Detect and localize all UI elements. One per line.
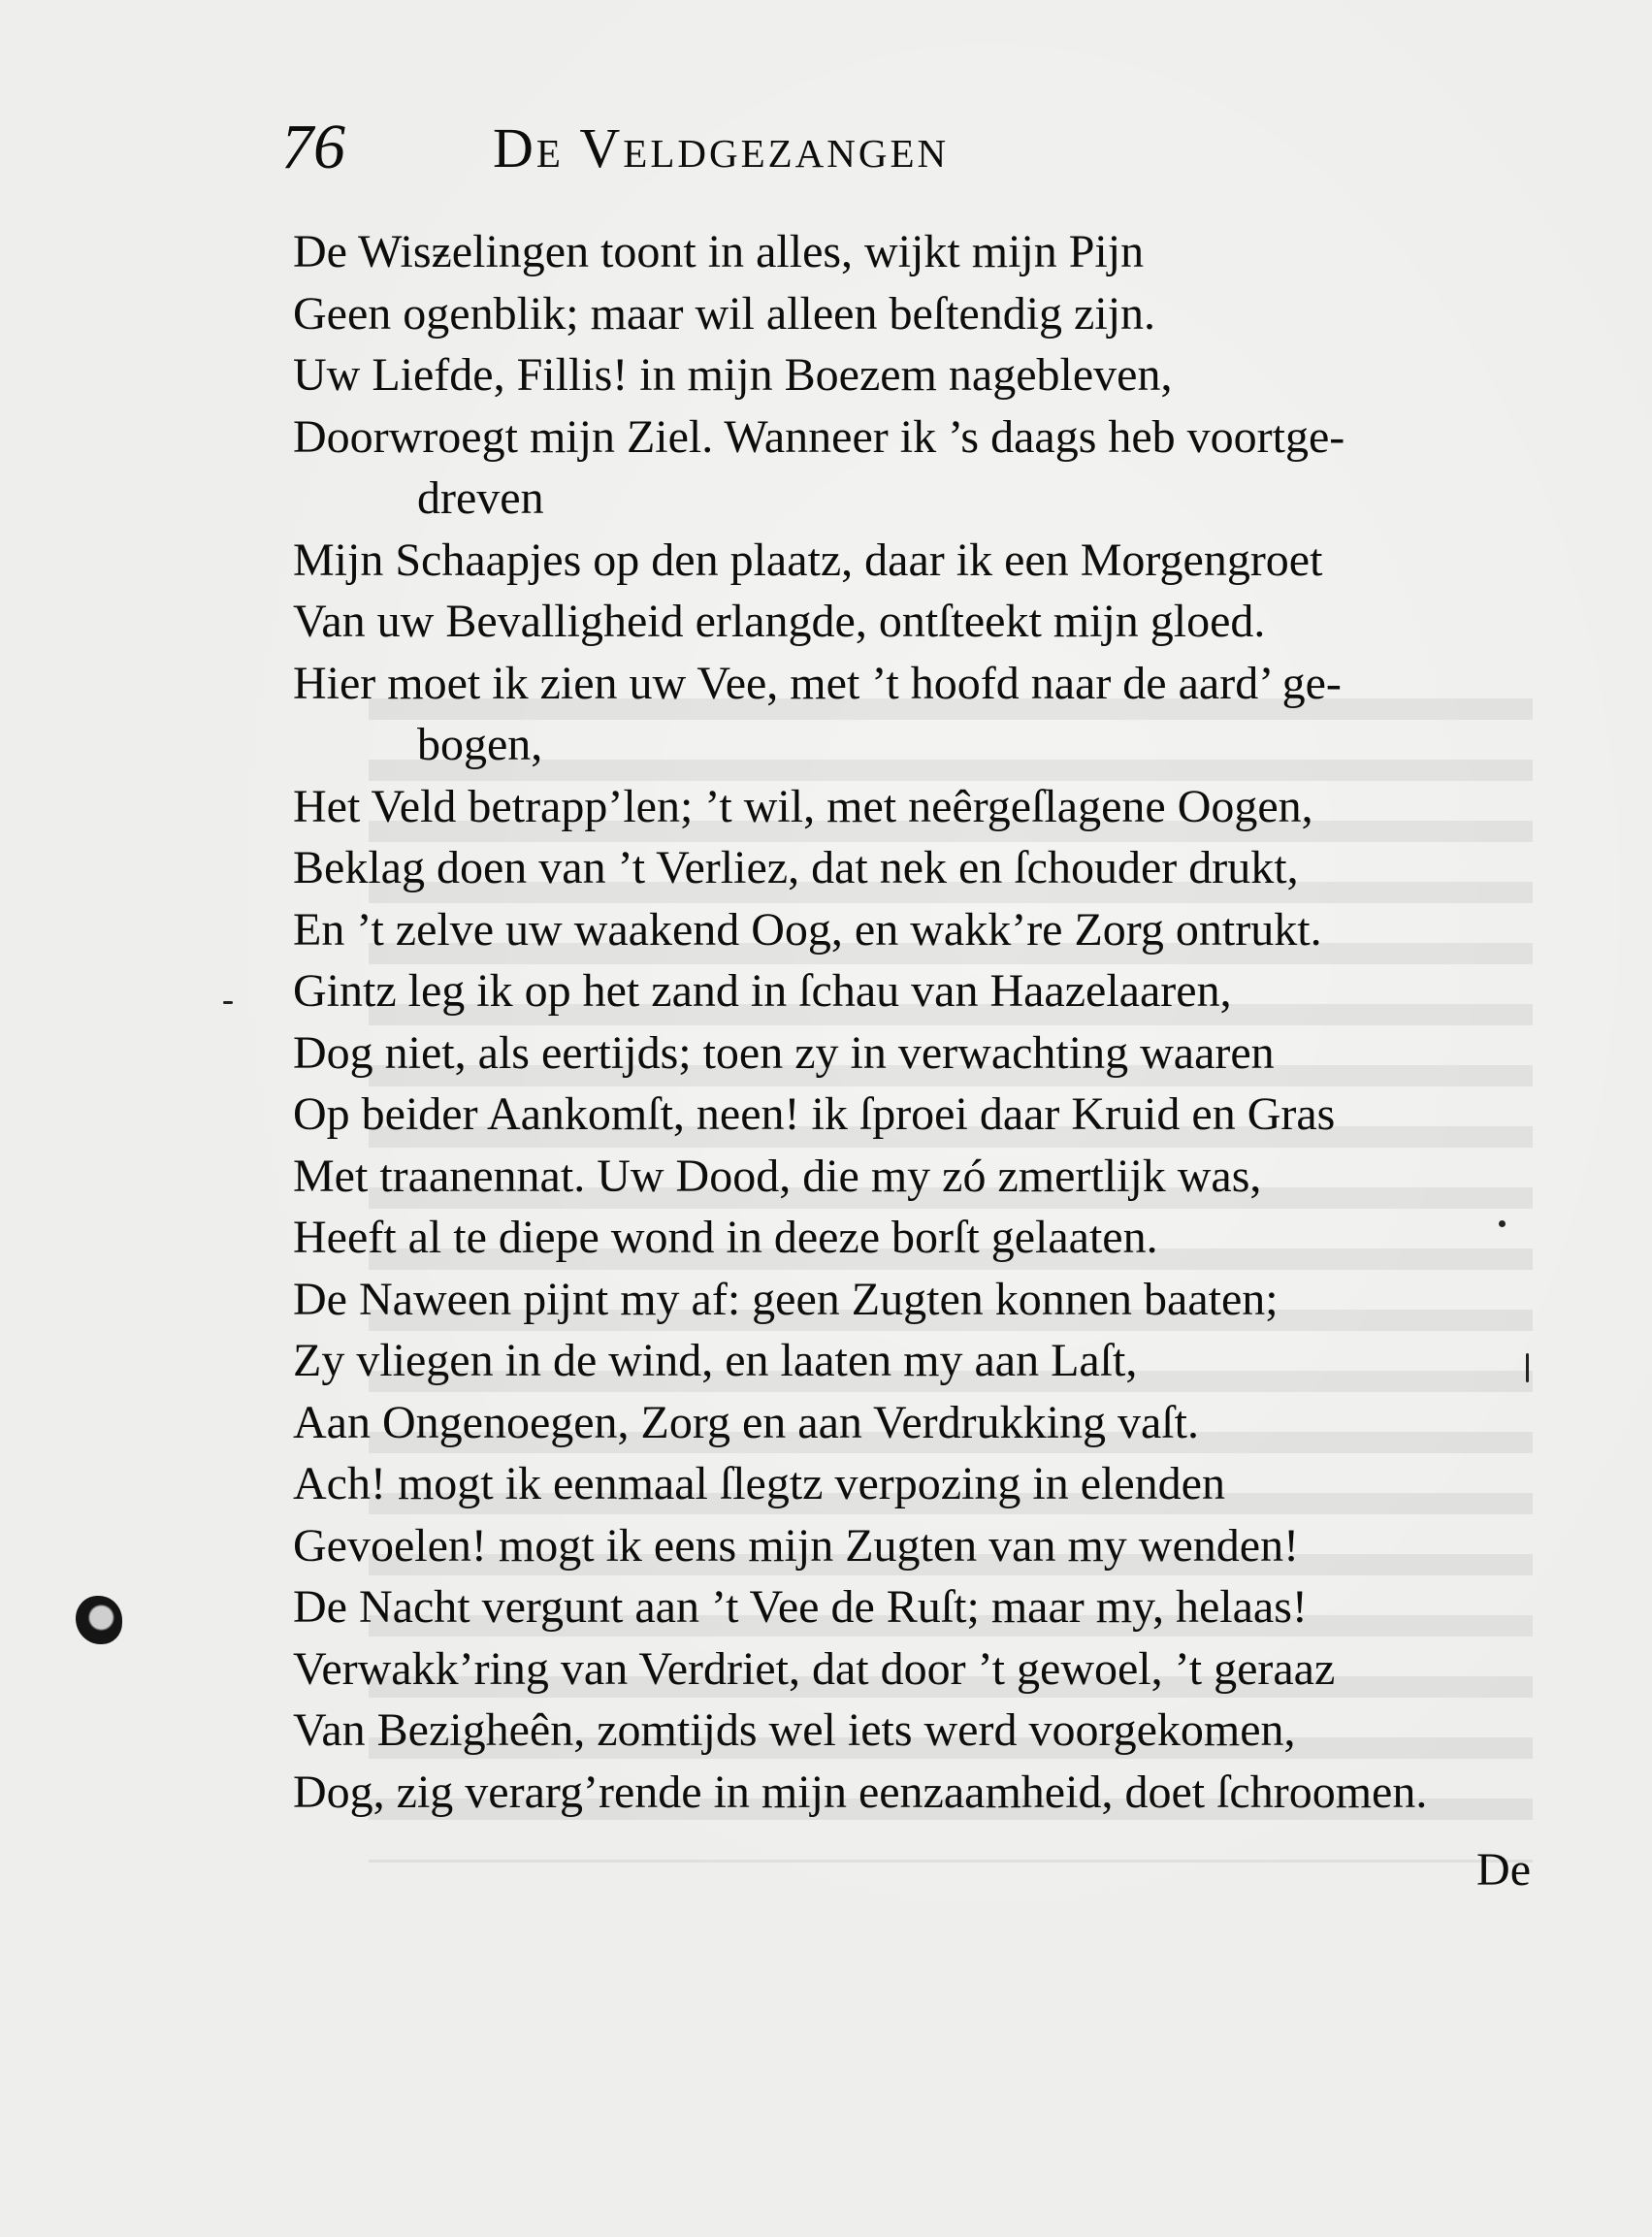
verse-line: Op beider Aankomſt, neen! ik ſproei daar Kruid en Gras [293,1088,1336,1140]
verse-line: Het Veld betrapp’len; ’t wil, met neêrgeſlagene Oogen, [293,780,1313,832]
ink-speck [1526,1353,1529,1382]
verse-line: Met traanennat. Uw Dood, die my zó zmertlijk was, [293,1150,1262,1202]
ink-speck [223,1001,233,1004]
ink-blot [76,1596,122,1644]
verse-line: Zy vliegen in de wind, en laaten my aan Laſt, [293,1335,1138,1386]
verse-line: Van uw Bevalligheid erlangde, ontſteekt mijn gloed. [293,596,1266,647]
verse-line: Van Bezigheên, zomtijds wel iets werd voorgekomen, [293,1704,1296,1756]
verse-line: Heeft al te diepe wond in deeze borſt gelaaten. [293,1212,1158,1263]
verse-line: Hier moet ik zien uw Vee, met ’t hoofd naar de aard’ ge- [293,657,1342,709]
verse-line: De Nacht vergunt aan ’t Vee de Ruſt; maar my, helaas! [293,1581,1308,1633]
page-header [281,109,1251,186]
verse-line: Verwakk’ring van Verdriet, dat door ’t gewoel, ’t geraaz [293,1642,1336,1695]
verse-line: Beklag doen van ’t Verliez, dat nek en ſchouder drukt, [293,842,1299,893]
verse-line: De Wisƶelingen toont in alles, wijkt mijn Pijn [293,226,1145,277]
poem-text [293,221,1554,1823]
verse-turnover-line: dreven [417,472,544,524]
verse-line: Dog niet, als eertijds; toen zy in verwachting waaren [293,1026,1275,1079]
verse-line: Geen ogenblik; maar wil alleen beſtendig zijn. [293,287,1156,340]
verse-line: Dog, zig verarg’rende in mijn eenzaamheid, doet ſchroomen. [293,1766,1428,1818]
verse-line: Gevoelen! mogt ik eens mijn Zugten van my wenden! [293,1519,1300,1572]
verse-line: Mijn Schaapjes op den plaatz, daar ik een Morgengroet [293,534,1323,586]
verse-line: Aan Ongenoegen, Zorg en aan Verdrukking vaſt. [293,1396,1199,1448]
ink-speck [1499,1220,1506,1227]
verse-line: De Naween pijnt my af: geen Zugten konnen baaten; [293,1273,1279,1325]
verse-line: Gintz leg ik op het zand in ſchau van Haazelaaren, [293,965,1232,1017]
running-title: De Veldgezangen [493,116,950,179]
verse-turnover-line: bogen, [417,719,543,770]
catchword: De [1476,1844,1531,1896]
page-number: 76 [281,112,345,182]
verse-line: Doorwroegt mijn Ziel. Wanneer ik ’s daags heb voortge- [293,410,1345,463]
verse-line: Ach! mogt ik eenmaal ſlegtz verpozing in elenden [293,1458,1225,1509]
verse-line: Uw Liefde, Fillis! in mijn Boezem nagebleven, [293,349,1173,401]
verse-line: En ’t zelve uw waakend Oog, en wakk’re Zorg ontrukt. [293,903,1322,956]
